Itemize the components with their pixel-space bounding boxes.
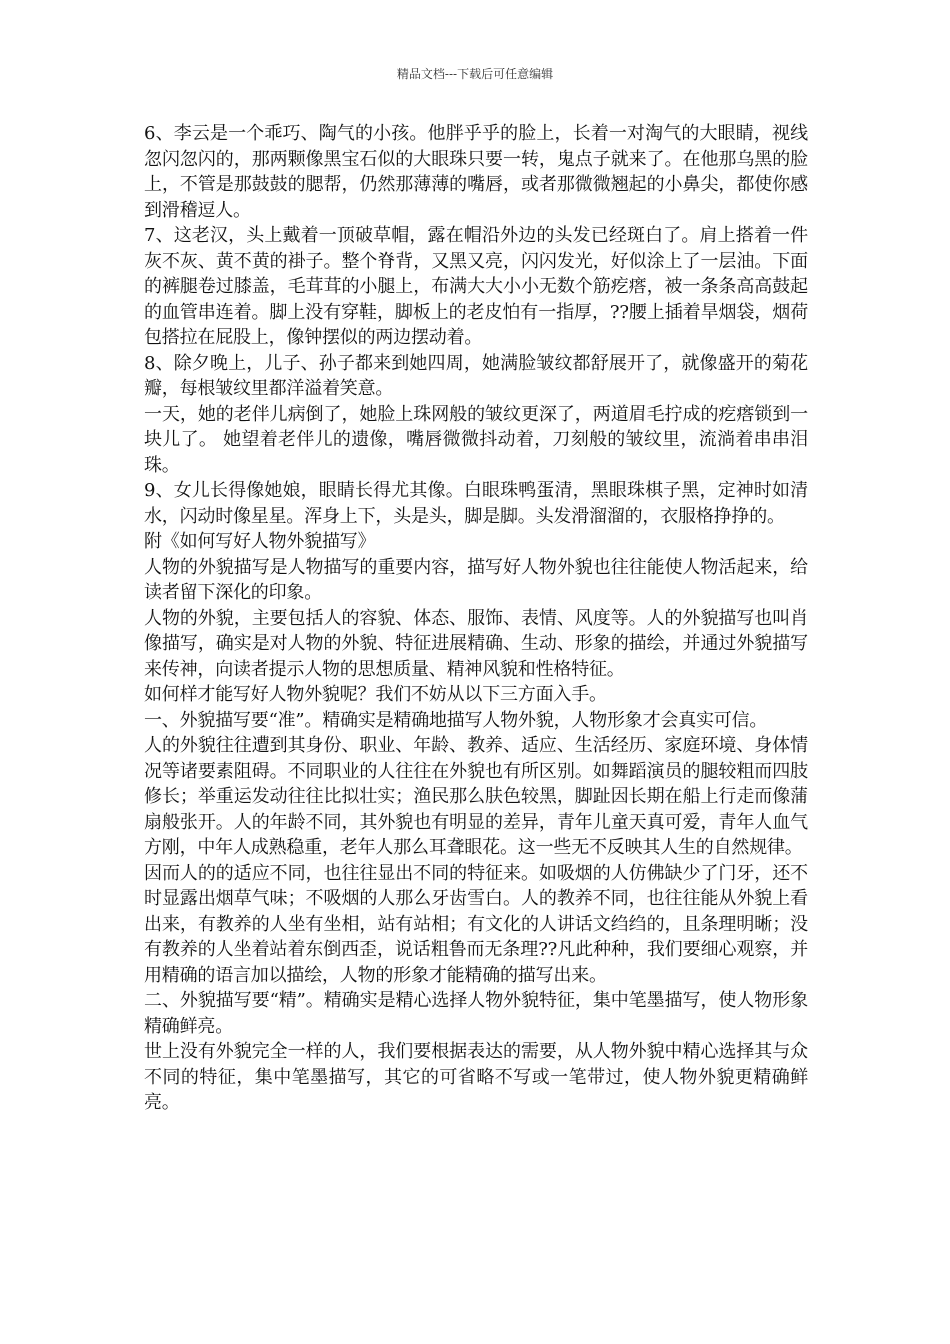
paragraph-7: 人物的外貌描写是人物描写的重要内容，描写好人物外貌也往往能使人物活起来，给读者留下深化的印象。 bbox=[144, 556, 808, 603]
paragraph-10: 一、外貌描写要“准”。精确实是精确地描写人物外貌，人物形象才会真实可信。 bbox=[144, 709, 768, 731]
paragraph-4: 一天，她的老伴儿病倒了，她脸上珠网般的皱纹更深了，两道眉毛拧成的疙瘩锁到一块儿了。 她望着老伴儿的遗像，嘴唇微微抖动着，刀刻般的皱纹里，流淌着串串泪珠。 bbox=[144, 403, 808, 476]
section-title: 附《如何写好人物外貌描写》 bbox=[144, 531, 376, 552]
paragraph-12: 因而人的的适应不同，也往往显出不同的特征来。如吸烟的人仿佛缺少了门牙，还不时显露出烟草气味；不吸烟的人那么牙齿雪白。人的教养不同，也往往能从外貌上看出来，有教养的人坐有坐相，站有站相；有文化的人讲话文绉绉的，且条理明晰；没有教养的人坐着站着东倒西歪，说话粗鲁而无条理??凡此种种，我们要细心观察，并用精确的语言加以描绘，人物的形象才能精确的描写出来。 bbox=[144, 862, 808, 986]
paragraph-5: 9、女儿长得像她娘，眼睛长得尤其像。白眼珠鸭蛋清，黑眼珠棋子黑，定神时如清水，闪动时像星星。浑身上下，头是头，脚是脚。头发滑溜溜的，衣服格挣挣的。 bbox=[144, 480, 808, 527]
paragraph-2: 7、这老汉，头上戴着一顶破草帽，露在帽沿外边的头发已经斑白了。肩上搭着一件灰不灰、黄不黄的褂子。整个脊背，又黑又亮，闪闪发光，好似涂上了一层油。下面的裤腿卷过膝盖，毛茸茸的小腿上，布满大大小小无数个筋疙瘩，被一条条高高鼓起的血管串连着。脚上没有穿鞋，脚板上的老皮怕有一指厚，??腰上插着旱烟袋，烟荷包搭拉在屁股上，像钟摆似的两边摆动着。 bbox=[144, 225, 808, 348]
document-body bbox=[144, 121, 808, 1116]
paragraph-3: 8、除夕晚上，儿子、孙子都来到她四周，她满脸皱纹都舒展开了，就像盛开的菊花瓣，每根皱纹里都洋溢着笑意。 bbox=[144, 352, 808, 399]
paragraph-14: 世上没有外貌完全一样的人，我们要根据表达的需要，从人物外貌中精心选择其与众不同的特征，集中笔墨描写，其它的可省略不写或一笔带过，使人物外貌更精确鲜亮。 bbox=[144, 1041, 808, 1113]
paragraph-9: 如何样才能写好人物外貌呢？我们不妨从以下三方面入手。 bbox=[144, 684, 607, 705]
page-header: 精品文档---下载后可任意编辑 bbox=[396, 67, 554, 81]
paragraph-13: 二、外貌描写要“精”。精确实是精心选择人物外貌特征，集中笔墨描写，使人物形象精确鲜亮。 bbox=[144, 990, 808, 1037]
paragraph-11: 人的外貌往往遭到其身份、职业、年龄、教养、适应、生活经历、家庭环境、身体情况等诸要素阻碍。不同职业的人往往在外貌也有所区别。如舞蹈演员的腿较粗而四肢修长；举重运发动往往比拟壮实；渔民那么肤色较黑，脚趾因长期在船上行走而像蒲扇般张开。人的年龄不同，其外貌也有明显的差异，青年儿童天真可爱，青年人血气方刚，中年人成熟稳重，老年人那么耳聋眼花。这一些无不反映其人生的自然规律。 bbox=[144, 735, 808, 858]
paragraph-1: 6、李云是一个乖巧、陶气的小孩。他胖乎乎的脸上，长着一对淘气的大眼睛，视线忽闪忽闪的，那两颗像黑宝石似的大眼珠只要一转，鬼点子就来了。在他那乌黑的脸上，不管是那鼓鼓的腮帮，仍然那薄薄的嘴唇，或者那微微翘起的小鼻尖，都使你感到滑稽逗人。 bbox=[144, 123, 808, 221]
paragraph-8: 人物的外貌，主要包括人的容貌、体态、服饰、表情、风度等。人的外貌描写也叫肖像描写，确实是对人物的外貌、特征进展精确、生动、形象的描绘，并通过外貌描写来传神，向读者提示人物的思想质量、精神风貌和性格特征。 bbox=[144, 607, 808, 680]
